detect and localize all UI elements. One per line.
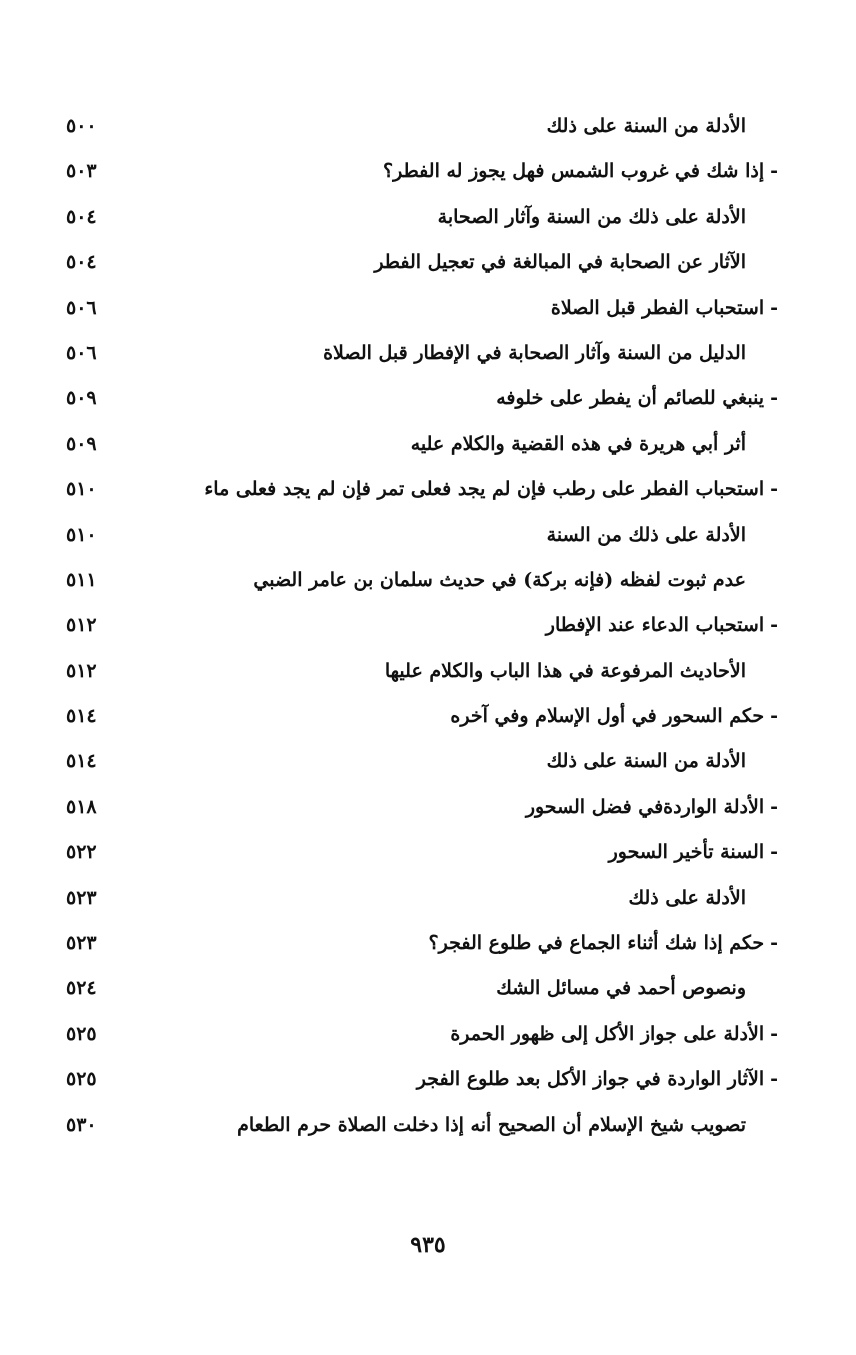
toc-row [0,923,856,968]
entry-dash: - [770,387,778,410]
entry-title: الأدلة على ذلك [628,886,746,909]
toc-row [0,333,856,378]
entry-title: ينبغي للصائم أن يفطر على خلوفه [496,387,765,410]
entry-dash: - [770,705,778,728]
entry-title: أثر أبي هريرة في هذه القضية والكلام عليه [410,432,746,455]
toc-entry-sub [496,968,746,1008]
toc-row [0,741,856,786]
entry-page-number: ٥٢٥ [66,1022,97,1045]
entry-page-number: ٥١٢ [66,659,97,682]
toc-row [0,469,856,514]
toc-entry-sub [411,424,746,464]
toc-row [0,378,856,423]
toc-row [0,242,856,287]
entry-title: الأدلة من السنة على ذلك [546,750,746,773]
entry-page-number: ٥٢٤ [66,977,97,1000]
toc-row [0,878,856,923]
entry-page-number: ٥١٠ [66,478,97,501]
entry-title: الأحاديث المرفوعة في هذا الباب والكلام عليها [384,659,746,682]
entry-page-number: ٥٢٥ [66,1068,97,1091]
entry-dash: - [770,841,778,864]
toc-row [0,696,856,741]
entry-title: حكم السحور في أول الإسلام وفي آخره [450,705,765,728]
entry-page-number: ٥٢٢ [66,841,97,864]
entry-page-number: ٥٠٠ [66,115,97,137]
entry-title: السنة تأخير السحور [608,841,765,864]
toc-row [0,605,856,650]
entry-dash: - [770,614,778,637]
entry-title: تصويب شيخ الإسلام أن الصحيح أنه إذا دخلت الصلاة حرم الطعام [237,1113,746,1136]
toc-row [0,832,856,877]
toc-entry-sub [253,560,746,600]
entry-dash: - [770,296,778,319]
entry-page-number: ٥٠٦ [66,296,97,319]
entry-title: الآثار عن الصحابة في المبالغة في تعجيل الفطر [374,251,746,274]
toc-row [0,1014,856,1059]
toc-entry-sub [323,333,746,373]
entry-title: استحباب الدعاء عند الإفطار [545,614,765,637]
toc-row [0,787,856,832]
toc-entry-sub [547,741,746,781]
entry-page-number: ٥١٢ [66,614,97,637]
entry-page-number: ٥٠٤ [66,251,97,274]
toc-entry-main [204,469,778,509]
entry-title: الأدلة على جواز الأكل إلى ظهور الحمرة [450,1022,765,1045]
toc-row [0,197,856,242]
toc-entry-sub [628,878,746,918]
entry-page-number: ٥١٤ [66,705,97,728]
entry-page-number: ٥٠٩ [66,432,97,455]
toc-entry-sub [547,106,746,146]
entry-page-number: ٥٣٠ [66,1113,97,1136]
entry-page-number: ٥٠٦ [66,341,97,364]
toc-row [0,106,856,151]
entry-title: الأدلة على ذلك من السنة وآثار الصحابة [437,205,746,228]
entry-dash: - [770,1068,778,1091]
toc-entry-sub [547,515,746,555]
entry-title: الأدلة من السنة على ذلك [546,115,746,137]
toc-row [0,1105,856,1150]
toc-row [0,515,856,560]
table-of-contents [0,106,856,1150]
entry-title: استحباب الفطر على رطب فإن لم يجد فعلى تمر فإن لم يجد فعلى ماء [204,478,765,501]
toc-row [0,968,856,1013]
toc-row [0,651,856,696]
entry-title: الأدلة الواردةفي فضل السحور [525,795,765,818]
toc-entry-sub [438,197,746,237]
entry-title: الدليل من السنة وآثار الصحابة في الإفطار قبل الصلاة [323,341,746,364]
toc-entry-main [526,787,778,827]
toc-entry-main [450,696,778,736]
entry-page-number: ٥١٤ [66,750,97,773]
entry-dash: - [770,160,778,183]
toc-row [0,424,856,469]
toc-row [0,560,856,605]
toc-entry-sub [385,651,746,691]
toc-entry-main [546,605,778,645]
toc-row [0,151,856,196]
toc-entry-main [496,378,778,418]
entry-page-number: ٥٢٣ [66,932,97,955]
entry-page-number: ٥٠٩ [66,387,97,410]
entry-page-number: ٥١١ [66,568,97,591]
entry-page-number: ٥١٠ [66,523,97,546]
page-number: ٩٣٥ [410,1232,446,1258]
toc-entry-main [417,1059,778,1099]
entry-page-number: ٥٠٤ [66,205,97,228]
toc-row [0,1059,856,1104]
entry-title: ونصوص أحمد في مسائل الشك [496,977,746,1000]
entry-dash: - [770,932,778,955]
entry-title: حكم إذا شك أثناء الجماع في طلوع الفجر؟ [428,932,765,955]
entry-title: إذا شك في غروب الشمس فهل يجوز له الفطر؟ [383,160,765,183]
entry-dash: - [770,795,778,818]
entry-page-number: ٥٢٣ [66,886,97,909]
entry-title: استحباب الفطر قبل الصلاة [550,296,765,319]
entry-page-number: ٥٠٣ [66,160,97,183]
toc-entry-sub [374,242,746,282]
entry-title: عدم ثبوت لفظه (فإنه بركة) في حديث سلمان بن عامر الضبي [253,568,746,591]
entry-dash: - [770,478,778,501]
toc-entry-main [609,832,778,872]
entry-title: الأدلة على ذلك من السنة [546,523,746,546]
toc-entry-sub [237,1105,746,1145]
entry-dash: - [770,1022,778,1045]
toc-entry-main [450,1014,778,1054]
toc-row [0,288,856,333]
entry-page-number: ٥١٨ [66,795,97,818]
toc-entry-main [551,288,778,328]
entry-title: الآثار الواردة في جواز الأكل بعد طلوع الفجر [416,1068,765,1091]
toc-entry-main [429,923,779,963]
toc-entry-main [383,151,778,191]
